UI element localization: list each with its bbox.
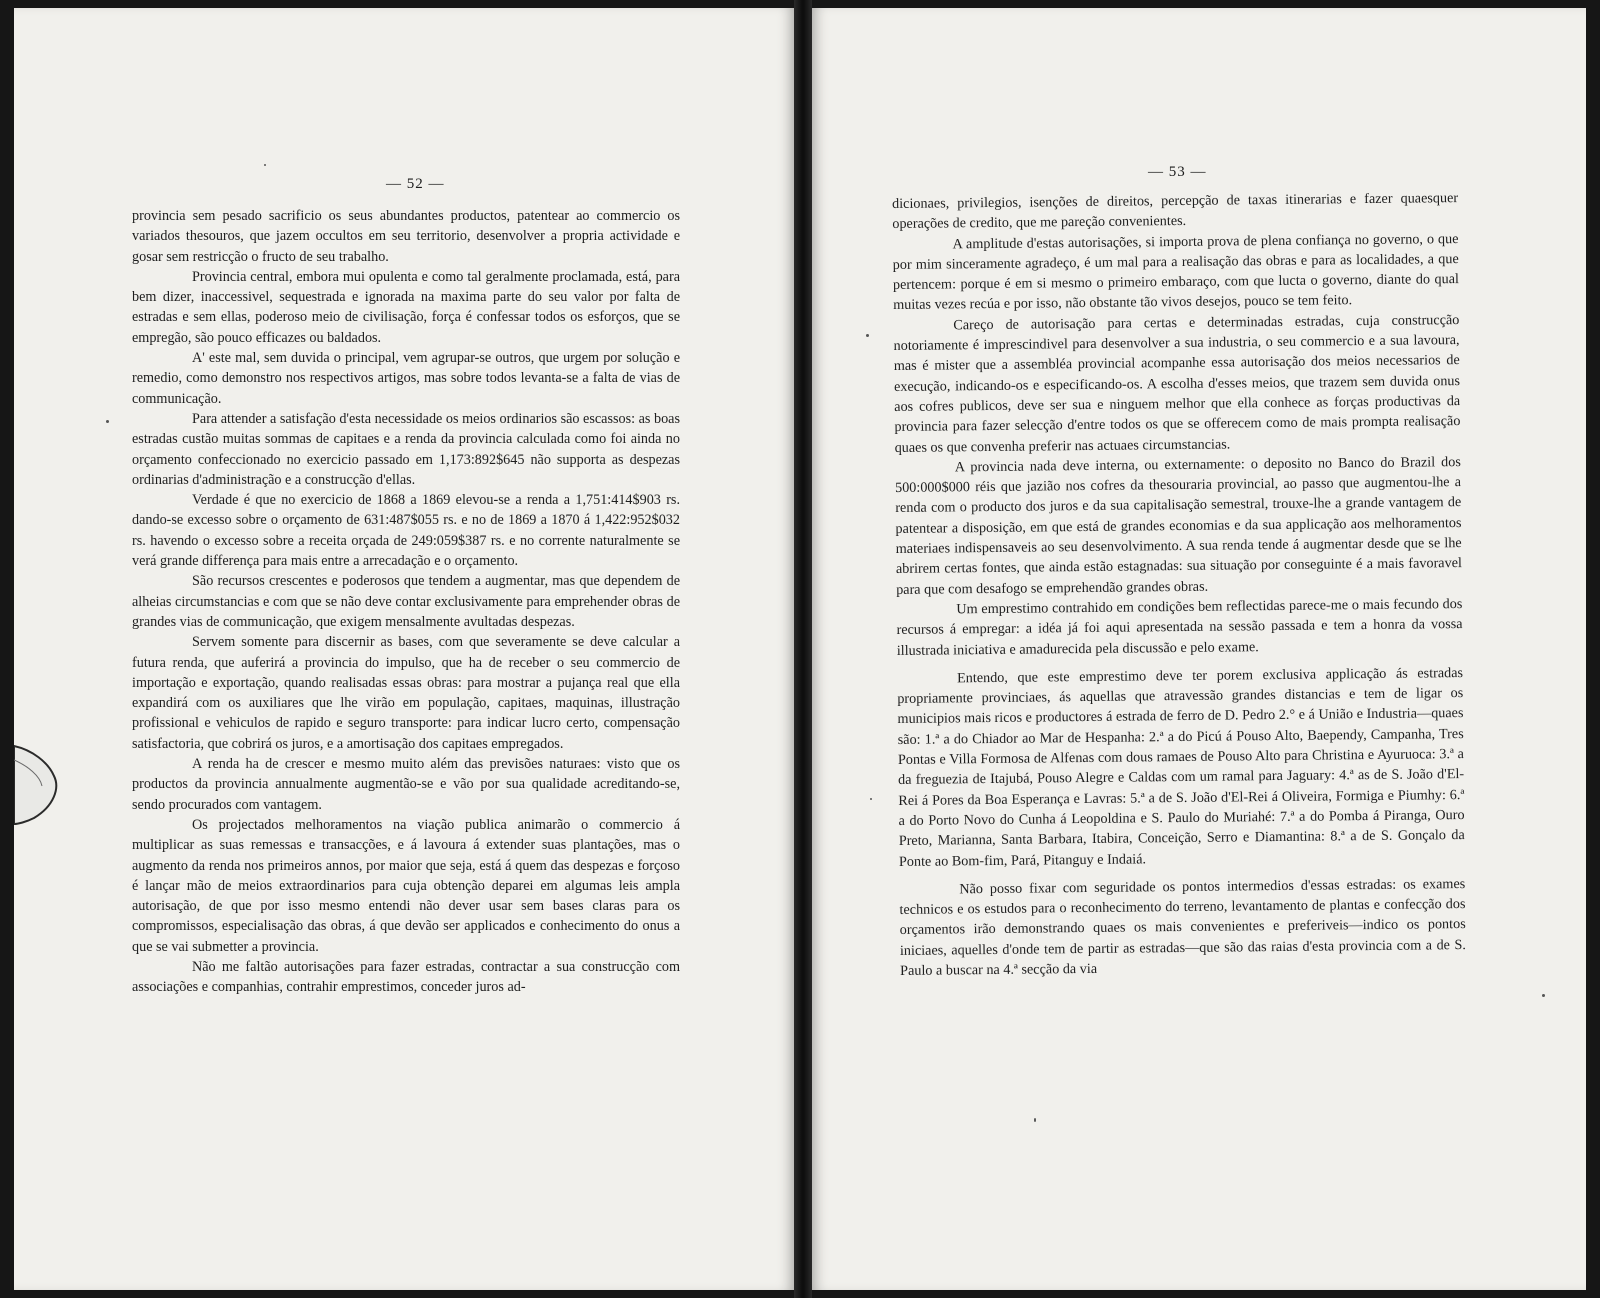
paper-speck [1542,994,1545,997]
right-page [812,8,1586,1290]
paragraph: A provincia nada deve interna, ou externamente: o deposito no Banco do Brazil dos 500:000$000 réis que jazião nos cofres da thesouraria provincial, ao passo que augmentou-lhe a renda com o producto dos juros e da sua capitalisação semestral, trouxe-lhe a grande vantagem de patentear a disposição, em que está de grandes economias e da sua applicação aos melhoramentos materiaes indispensaveis ao seu desenvolvimento. A sua renda tende á augmentar desde que se lhe abrirem certas fontes, que ainda estão estagnadas: sua situação por conseguinte é a mais favoravel para que com desafogo se emprehendão grandes obras. [894,453,1462,598]
paragraph: São recursos crescentes e poderosos que tendem a augmentar, mas que dependem de alheias circumstancias e com que se não deve contar exclusivamente para emprehender obras de grandes vias de communicação, que exigem mensalmente avultadas despezas. [132,573,680,630]
paragraph: Careço de autorisação para certas e determinadas estradas, cuja construcção notoriamente é imprescindivel para desenvolver a sua industria, o seu commercio e a sua lavoura, mas é mister que a assembléa provincial acompanhe essa autorisação dos meios necessarios de execução, indicando-os e especificando-os. A escolha d'esses meios, que trazem sem duvida onus aos cofres publicos, deve ser sua e ninguem melhor que ella conhece as forças productivas da provincia para fazer selecção d'entre todos os que se offerecem como de mais prompta realisação quaes os que convenha preferir nas actuaes circumstancias. [893,311,1461,456]
book-gutter [794,0,812,1298]
paragraph: Provincia central, embora mui opulenta e como tal geralmente proclamada, está, para bem dizer, inaccessivel, sequestrada e ignorada na maxima parte do seu valor por falta de estradas e sem ellas, poderoso meio de civilisação, força é confessar todos os esforços, que se empregão, são pouco efficazes ou baldados. [132,268,680,346]
paragraph: Para attender a satisfação d'esta necessidade os meios ordinarios são escassos: as boas estradas custão muitas sommas de capitaes e a renda da provincia calculada como foi ainda no orçamento confeccionado no exercicio passado em 1,173:892$645 não supporta as despezas ordinarias d'administração e a construcção d'ellas. [132,410,680,488]
paper-speck [264,164,266,166]
paragraph: A' este mal, sem duvida o principal, vem agrupar-se outros, que urgem por solução e remedio, como demonstro nos respectivos artigos, mas sobre todos levanta-se a falta de vias de communicação. [132,350,680,407]
paragraph: Os projectados melhoramentos na viação publica animarão o commercio á multiplicar as suas remessas e transacções, e á lavoura á extender suas plantações, mas o augmento da renda nos primeiros annos, por maior que seja, está á quem das despezas e forçoso é lançar mão de meios extraordinarios para cuja obtenção deparei em algumas leis ampla autorisação, de que por isso mesmo entendi não dever usar sem bases claras para os compromissos, especialisação das obras, á que devão ser applicados e conhecimento do onus a que se vai submetter a provincia. [132,816,680,955]
paragraph: Verdade é que no exercicio de 1868 a 1869 elevou-se a renda a 1,751:414$903 rs. dando-se excesso sobre o orçamento de 631:487$055 rs. e no de 1869 a 1870 á 1,422:952$032 rs. havendo o excesso sobre a receita orçada de 249:059$387 rs. e no corrente naturalmente se verá grande differença para mais entre a arrecadação e o orçamento. [132,492,680,570]
right-page-text [892,188,1466,981]
left-page-text [132,206,680,998]
paragraph: dicionaes, privilegios, isenções de direitos, percepção de taxas itinerarias e fazer quaesquer operações de credito, que me pareção convenientes. [892,190,1459,233]
left-page [14,8,794,1290]
page-number-53: — 53 — [1148,164,1207,180]
paragraph: Não posso fixar com seguridade os pontos intermedios d'essas estradas: os exames technicos e os estudos para o reconhecimento do terreno, levantamento de plantas e confecção dos orçamentos irão demonstrando quaes os mais convenientes e preferiveis—indico os pontos iniciaes, aquelles d'onde tem de partir as estradas—que são das raias d'esta provincia com a de S. Paulo a buscar na 4.ª secção da via [899,875,1466,979]
paragraph: A amplitude d'estas autorisações, si importa prova de plena confiança no governo, o que por mim sinceramente agradeço, é um mal para a realisação das obras e para as localidades, a que pertencem: porque é em si mesmo o primeiro embaraço, com que lucta o governo, diante do qual muitas vezes recúa e por isso, não obstante tão vivos desejos, pouco se tem feito. [892,230,1460,314]
paper-speck [1034,1118,1036,1122]
paragraph: Entendo, que este emprestimo deve ter porem exclusiva applicação ás estradas propriamente provinciaes, ás aquellas que atravessão grandes distancias e tem de ligar os municipios mais ricos e productores á estrada de ferro de D. Pedro 2.° e á União e Industria—quaes são: 1.ª a do Chiador ao Mar de Hespanha: 2.ª a do Picú á Pouso Alto, Baependy, Campanha, Tres Pontas e Villa Formosa de Alfenas com dous ramaes de Pouso Alto para Christina e Ayuruoca: 3.ª a da freguezia de Itajubá, Pouso Alegre e Caldas com um ramal para Jaguary: 4.ª as de S. João d'El-Rei á Pores da Boa Esperança e Lavras: 5.ª a de S. João d'El-Rei á Oliveira, Formiga e Piumhy: 6.ª a do Porto Novo do Cunha á Leopoldina e S. Paulo do Muriahé: 7.ª a do Pomba á Piranga, Ouro Preto, Marianna, Santa Barbara, Itabira, Conceição, Serro e Diamantina: 8.ª a de S. Gonçalo da Ponte ao Bom-fim, Pará, Pitanguy e Indaiá. [897,664,1465,870]
paragraph: Servem somente para discernir as bases, com que severamente se deve calcular a futura renda, que auferirá a provincia do impulso, que ha de receber o seu commercio de importação e exportação, quando realisadas essas obras: para mostrar a pujança real que ella expandirá com os auxiliares que lhe virão em população, capitaes, maquinas, illustração profissional e vehiculos de rapido e seguro transporte: para indicar lucro certo, compensação satisfactoria, que cobrirá os juros, e a amortisação dos capitaes empregados. [132,634,680,752]
paper-speck [106,420,109,423]
paragraph: provincia sem pesado sacrificio os seus abundantes productos, patentear ao commercio os variados thesouros, que jazem occultos em seu territorio, desenvolver a propria actividade e gosar sem restricção o fructo de seu trabalho. [132,208,680,265]
binding-clip-mark [14,736,64,826]
paper-speck [866,334,869,337]
paper-speck [870,798,872,800]
page-number-52: — 52 — [386,176,445,192]
paragraph: Não me faltão autorisações para fazer estradas, contractar a sua construcção com associações e companhias, contrahir emprestimos, conceder juros ad- [132,958,680,996]
paragraph: A renda ha de crescer e mesmo muito além das previsões naturaes: visto que os productos da provincia annualmente augmentão-se e vão por sua qualidade acreditando-se, sendo procurados com vantagem. [132,756,680,813]
paragraph: Um emprestimo contrahido em condições bem reflectidas parece-me o mais fecundo dos recursos á empregar: a idéa já foi aqui apresentada na sessão passada e tem a honra da vossa illustrada iniciativa e amadurecida pela discussão e pelo exame. [896,595,1463,659]
